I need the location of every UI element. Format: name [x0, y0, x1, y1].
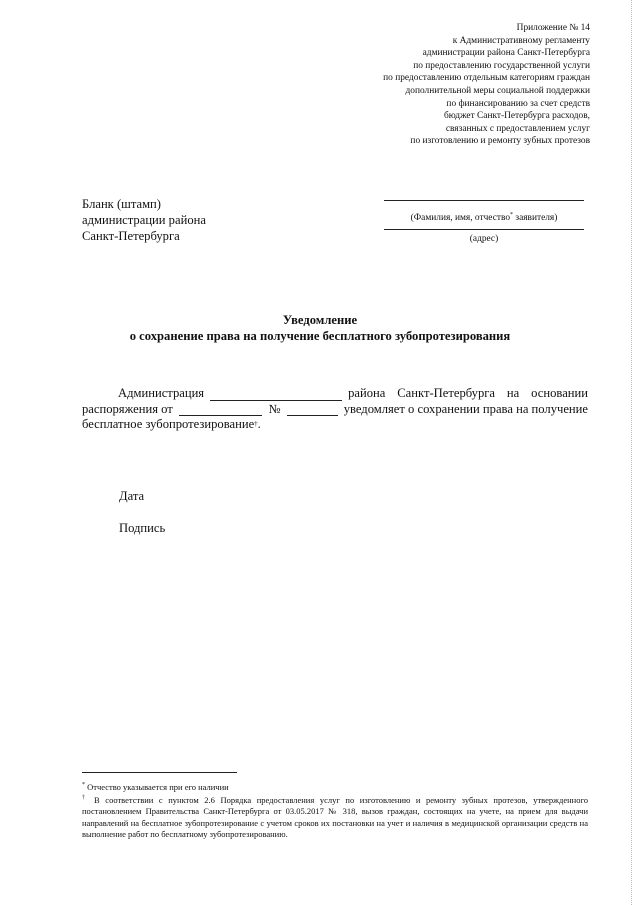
body-row — [82, 402, 588, 418]
appendix-line: по предоставлению государственной услуги — [413, 60, 590, 71]
applicant-address-caption: (адрес) — [469, 234, 499, 245]
applicant-name-line — [384, 200, 584, 201]
applicant-block — [384, 200, 584, 245]
body-word: № — [268, 401, 281, 416]
appendix-line: по финансированию за счет средств — [446, 98, 590, 109]
applicant-name-caption — [384, 209, 584, 224]
body-word: уведомляет о сохранении права на получение — [343, 401, 588, 416]
appendix-line: дополнительной меры социальной поддержки — [405, 85, 590, 96]
appendix-line: по предоставлению отдельным категориям граждан — [383, 73, 590, 84]
body-word: Санкт-Петербурга — [397, 386, 496, 400]
body-word: бесплатное зубопротезирование — [82, 417, 255, 431]
body-row — [82, 417, 588, 433]
footnote-separator — [82, 772, 237, 773]
order-date-blank — [179, 404, 263, 416]
appendix-line: Приложение № 14 — [516, 23, 590, 33]
administration-blank — [210, 389, 342, 401]
body-word: района — [348, 386, 386, 400]
name-caption-text: (Фамилия, имя, отчество — [410, 213, 511, 224]
title-subline: о сохранение права на получение бесплатного зубопротезирования — [129, 329, 511, 343]
appendix-line: связанных с предоставлением услуг — [445, 123, 590, 134]
appendix-line: по изготовлению и ремонту зубных протезов — [410, 136, 590, 147]
appendix-line: бюджет Санкт-Петербурга расходов, — [444, 111, 590, 122]
body-word: Администрация — [118, 386, 205, 400]
footnote-1 — [82, 780, 588, 793]
footnote-text: В соответствии с пунктом 2.6 Порядка предоставления услуг по изготовлению и ремонту зубных протезов, утвержденного постановлением Правительства Санкт-Петербурга от 03.05.2017 № 318, вызов граждан, состоящих на учете, на прием для выдачи направлений на бесплатное зубопротезирование с учетом сроков их постановки на учет и наличия в медицинской организации средств на выполнение работ по бесплатному зубопротезированию. — [82, 794, 588, 839]
order-number-blank — [287, 404, 338, 416]
stamp-line: администрации района — [82, 213, 206, 227]
notice-body — [82, 386, 588, 433]
body-word: . — [257, 417, 261, 431]
stamp-line: Санкт-Петербурга — [82, 229, 180, 243]
footnote-ref-dagger: † — [254, 420, 258, 428]
name-caption-tail: заявителя) — [513, 213, 558, 224]
body-word: на — [506, 386, 520, 400]
footnote-mark: * — [82, 782, 85, 788]
body-word: основании — [531, 386, 588, 400]
body-row — [82, 386, 588, 402]
page-edge-dotted-line — [631, 0, 632, 905]
footnotes — [82, 780, 588, 840]
signature-label: Подпись — [119, 521, 166, 535]
title-line: Уведомление — [282, 313, 358, 327]
footnote-ref-star: * — [510, 212, 514, 218]
footnote-mark: † — [82, 795, 89, 802]
stamp-line: Бланк (штамп) — [82, 197, 161, 211]
appendix-line: к Административному регламенту — [452, 35, 590, 46]
document-title — [0, 312, 640, 344]
letterhead-stamp — [82, 196, 206, 244]
appendix-header — [383, 22, 590, 148]
date-label: Дата — [119, 489, 145, 503]
appendix-line: администрации района Санкт-Петербурга — [422, 48, 590, 59]
footnote-text: Отчество указывается при его наличии — [85, 781, 229, 792]
footnote-2 — [82, 793, 588, 840]
applicant-address-line — [384, 229, 584, 230]
body-word: распоряжения от — [82, 401, 173, 416]
